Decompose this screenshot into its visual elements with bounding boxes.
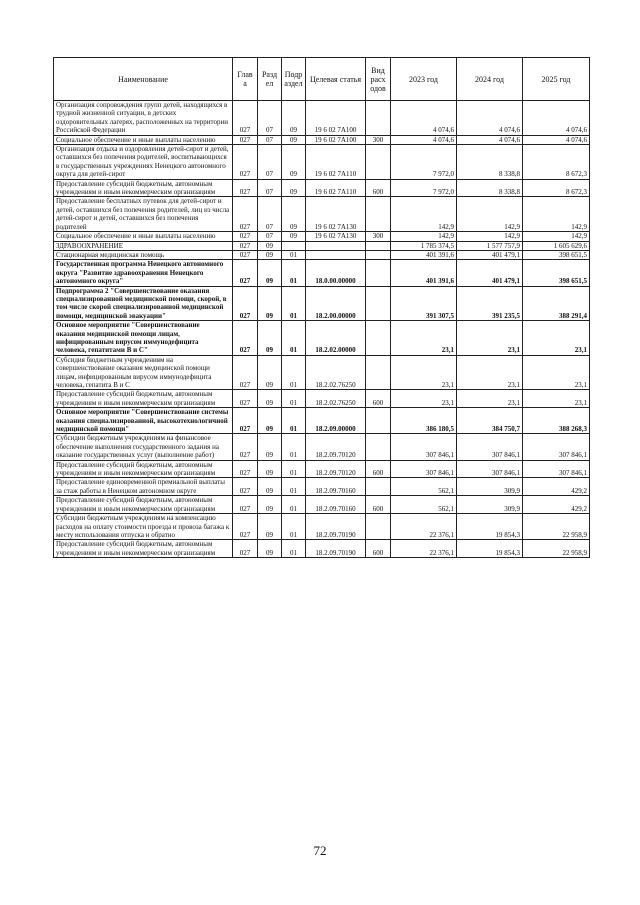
cell-glava: 027 (233, 540, 258, 558)
cell-podrazdel: 01 (282, 434, 306, 460)
cell-target-article: 18.2.02.76250 (306, 355, 366, 390)
cell-2023: 7 972,0 (391, 145, 457, 180)
cell-2024: 19 854,3 (457, 540, 523, 558)
cell-razdel: 07 (258, 179, 282, 197)
cell-name: Основное мероприятие "Совершенствование системы оказания специализированной, высокотехнологичной медицинской помощи" (54, 408, 233, 434)
cell-name: Субсидия бюджетным учреждениям на совершенствование оказания медицинской помощи лицам, инфицированным вирусом иммунодефицита человека, гепатита В и С (54, 355, 233, 390)
cell-2024: 23,1 (457, 321, 523, 356)
cell-2025: 142,9 (523, 232, 590, 241)
cell-glava: 027 (233, 135, 258, 144)
cell-podrazdel: 01 (282, 496, 306, 514)
cell-expense-type (366, 321, 391, 356)
cell-razdel: 09 (258, 286, 282, 321)
cell-2024: 391 235,5 (457, 286, 523, 321)
cell-expense-type (366, 260, 391, 286)
cell-2023: 22 376,1 (391, 540, 457, 558)
cell-podrazdel: 01 (282, 286, 306, 321)
cell-podrazdel: 01 (282, 460, 306, 478)
cell-2025: 388 291,4 (523, 286, 590, 321)
cell-2023: 142,9 (391, 232, 457, 241)
cell-podrazdel (282, 241, 306, 250)
header-glava: Глав а (233, 58, 258, 101)
table-row (54, 390, 590, 408)
cell-podrazdel: 09 (282, 135, 306, 144)
cell-2023: 23,1 (391, 355, 457, 390)
cell-2025: 23,1 (523, 390, 590, 408)
cell-2023: 1 785 374,5 (391, 241, 457, 250)
table-row (54, 197, 590, 232)
cell-2024: 142,9 (457, 197, 523, 232)
cell-razdel: 07 (258, 101, 282, 136)
table-row (54, 232, 590, 241)
cell-target-article: 19 6 02 7А130 (306, 232, 366, 241)
cell-2024: 4 074,6 (457, 135, 523, 144)
cell-2025: 429,2 (523, 496, 590, 514)
cell-name: Социальное обеспечение и иные выплаты населению (54, 135, 233, 144)
cell-glava: 027 (233, 514, 258, 540)
cell-2023: 401 391,6 (391, 260, 457, 286)
cell-razdel: 09 (258, 241, 282, 250)
cell-expense-type: 300 (366, 135, 391, 144)
cell-2023: 142,9 (391, 197, 457, 232)
cell-2025: 429,2 (523, 478, 590, 496)
cell-2024: 309,9 (457, 496, 523, 514)
table-row (54, 260, 590, 286)
cell-podrazdel: 09 (282, 232, 306, 241)
header-year-2023: 2023 год (391, 58, 457, 101)
cell-2024: 4 074,6 (457, 101, 523, 136)
cell-2025: 398 651,5 (523, 250, 590, 259)
table-row (54, 460, 590, 478)
cell-target-article (306, 250, 366, 259)
cell-2023: 22 376,1 (391, 514, 457, 540)
cell-2024: 1 577 757,9 (457, 241, 523, 250)
cell-razdel: 09 (258, 496, 282, 514)
cell-2023: 23,1 (391, 390, 457, 408)
cell-razdel: 09 (258, 408, 282, 434)
cell-podrazdel: 09 (282, 179, 306, 197)
cell-target-article: 19 6 02 7А110 (306, 145, 366, 180)
cell-name: Субсидии бюджетным учреждениям на компенсацию расходов на оплату стоимости проезда и провоза багажа к месту использования отпуска и обратно (54, 514, 233, 540)
table-header-row (54, 58, 590, 101)
cell-target-article (306, 241, 366, 250)
cell-2023: 307 846,1 (391, 460, 457, 478)
table-row (54, 101, 590, 136)
cell-target-article: 18.2.09.70160 (306, 496, 366, 514)
cell-razdel: 07 (258, 232, 282, 241)
cell-expense-type (366, 355, 391, 390)
cell-2023: 4 074,6 (391, 101, 457, 136)
cell-podrazdel: 01 (282, 355, 306, 390)
cell-2025: 398 651,5 (523, 260, 590, 286)
cell-expense-type: 600 (366, 460, 391, 478)
cell-razdel: 09 (258, 355, 282, 390)
cell-2024: 307 846,1 (457, 434, 523, 460)
cell-expense-type: 600 (366, 496, 391, 514)
cell-glava: 027 (233, 496, 258, 514)
table-row (54, 250, 590, 259)
cell-2025: 22 958,9 (523, 514, 590, 540)
table-row (54, 241, 590, 250)
cell-2024: 142,9 (457, 232, 523, 241)
cell-2025: 1 605 629,6 (523, 241, 590, 250)
cell-name: Субсидии бюджетным учреждениям на финансовое обеспечение выполнения государственного задания на оказание государственных услуг (выполнение работ) (54, 434, 233, 460)
cell-razdel: 09 (258, 434, 282, 460)
cell-glava: 027 (233, 321, 258, 356)
cell-glava: 027 (233, 434, 258, 460)
cell-glava: 027 (233, 241, 258, 250)
cell-name: Предоставление субсидий бюджетным, автономным учреждениям и иным некоммерческим организациям (54, 390, 233, 408)
table-row (54, 321, 590, 356)
cell-name: Стационарная медицинская помощь (54, 250, 233, 259)
table-row (54, 478, 590, 496)
cell-2023: 391 307,5 (391, 286, 457, 321)
cell-target-article: 19 6 02 7А130 (306, 197, 366, 232)
cell-razdel: 09 (258, 514, 282, 540)
cell-podrazdel: 01 (282, 478, 306, 496)
cell-2024: 8 338,8 (457, 145, 523, 180)
cell-name: Государственная программа Ненецкого автономного округа "Развитие здравоохранения Ненецкого автономного округа" (54, 260, 233, 286)
cell-podrazdel: 01 (282, 514, 306, 540)
cell-razdel: 07 (258, 135, 282, 144)
cell-podrazdel: 01 (282, 540, 306, 558)
cell-expense-type: 600 (366, 390, 391, 408)
cell-expense-type (366, 408, 391, 434)
header-name: Наименование (54, 58, 233, 101)
cell-podrazdel: 01 (282, 260, 306, 286)
cell-target-article: 18.2.09.70120 (306, 434, 366, 460)
cell-2024: 309,9 (457, 478, 523, 496)
cell-expense-type (366, 434, 391, 460)
cell-expense-type: 600 (366, 540, 391, 558)
cell-expense-type: 600 (366, 179, 391, 197)
cell-target-article: 18.2.02.76250 (306, 390, 366, 408)
cell-target-article: 18.2.02.00000 (306, 321, 366, 356)
cell-target-article: 19 6 02 7А100 (306, 101, 366, 136)
cell-2025: 4 074,6 (523, 135, 590, 144)
table-row (54, 135, 590, 144)
cell-expense-type (366, 197, 391, 232)
cell-2024: 23,1 (457, 390, 523, 408)
cell-target-article: 18.2.09.00000 (306, 408, 366, 434)
table-row (54, 408, 590, 434)
cell-2023: 307 846,1 (391, 434, 457, 460)
cell-2023: 562,1 (391, 496, 457, 514)
cell-target-article: 18.2.00.00000 (306, 286, 366, 321)
cell-2023: 23,1 (391, 321, 457, 356)
cell-glava: 027 (233, 179, 258, 197)
cell-razdel: 09 (258, 260, 282, 286)
table-row (54, 540, 590, 558)
budget-table (53, 57, 590, 558)
cell-glava: 027 (233, 101, 258, 136)
header-razdel: Разд ел (258, 58, 282, 101)
cell-2025: 22 958,9 (523, 540, 590, 558)
cell-podrazdel: 01 (282, 250, 306, 259)
cell-podrazdel: 09 (282, 145, 306, 180)
cell-razdel: 09 (258, 460, 282, 478)
cell-expense-type: 300 (366, 232, 391, 241)
cell-name: ЗДРАВООХРАНЕНИЕ (54, 241, 233, 250)
cell-glava: 027 (233, 355, 258, 390)
cell-glava: 027 (233, 478, 258, 496)
cell-name: Подпрограмма 2 "Совершенствование оказания специализированной медицинской помощи, скорой, в том числе скорой специализированной медицинской помощи, медицинской эвакуации" (54, 286, 233, 321)
cell-2024: 384 750,7 (457, 408, 523, 434)
cell-expense-type (366, 145, 391, 180)
cell-2024: 23,1 (457, 355, 523, 390)
cell-2023: 562,1 (391, 478, 457, 496)
cell-target-article: 18.2.09.70120 (306, 460, 366, 478)
cell-name: Предоставление единовременной премиальной выплаты за стаж работы в Ненецком автономном округе (54, 478, 233, 496)
cell-2024: 401 479,1 (457, 250, 523, 259)
cell-name: Организация сопровождения групп детей, находящихся в трудной жизненной ситуации, в детских оздоровительных лагерях, расположенных на территории Российской Федерации (54, 101, 233, 136)
cell-name: Предоставление субсидий бюджетным, автономным учреждениям и иным некоммерческим организациям (54, 496, 233, 514)
cell-2025: 388 268,3 (523, 408, 590, 434)
cell-2024: 8 338,8 (457, 179, 523, 197)
cell-expense-type (366, 514, 391, 540)
cell-razdel: 09 (258, 250, 282, 259)
cell-glava: 027 (233, 250, 258, 259)
cell-name: Социальное обеспечение и иные выплаты населению (54, 232, 233, 241)
cell-name: Основное мероприятие "Совершенствование оказания медицинской помощи лицам, инфицированным вирусом иммунодефицита человека, гепатитами В и С" (54, 321, 233, 356)
cell-expense-type (366, 101, 391, 136)
cell-target-article: 18.2.09.70190 (306, 540, 366, 558)
cell-2023: 4 074,6 (391, 135, 457, 144)
cell-glava: 027 (233, 408, 258, 434)
table-row (54, 434, 590, 460)
cell-target-article: 19 6 02 7А100 (306, 135, 366, 144)
cell-razdel: 09 (258, 390, 282, 408)
cell-2025: 8 672,3 (523, 145, 590, 180)
cell-expense-type (366, 250, 391, 259)
cell-2025: 8 672,3 (523, 179, 590, 197)
cell-razdel: 09 (258, 321, 282, 356)
header-year-2025: 2025 год (523, 58, 590, 101)
cell-glava: 027 (233, 145, 258, 180)
header-podrazdel: Подр аздел (282, 58, 306, 101)
cell-2024: 401 479,1 (457, 260, 523, 286)
cell-glava: 027 (233, 232, 258, 241)
cell-glava: 027 (233, 390, 258, 408)
cell-2023: 401 391,6 (391, 250, 457, 259)
cell-name: Предоставление бесплатных путевок для детей-сирот и детей, оставшихся без попечения родителей, лиц из числа детей-сирот и детей, оставшихся без попечения родителей (54, 197, 233, 232)
table-row (54, 145, 590, 180)
cell-target-article: 18.0.00.00000 (306, 260, 366, 286)
cell-name: Предоставление субсидий бюджетным, автономным учреждениям и иным некоммерческим организациям (54, 460, 233, 478)
cell-glava: 027 (233, 197, 258, 232)
cell-name: Предоставление субсидий бюджетным, автономным учреждениям и иным некоммерческим организациям (54, 540, 233, 558)
cell-podrazdel: 09 (282, 197, 306, 232)
cell-2024: 19 854,3 (457, 514, 523, 540)
cell-podrazdel: 01 (282, 390, 306, 408)
cell-2025: 142,9 (523, 197, 590, 232)
header-expense-type: Вид расх одов (366, 58, 391, 101)
table-row (54, 355, 590, 390)
cell-expense-type (366, 241, 391, 250)
cell-2024: 307 846,1 (457, 460, 523, 478)
cell-podrazdel: 01 (282, 408, 306, 434)
table-row (54, 496, 590, 514)
cell-expense-type (366, 286, 391, 321)
cell-2025: 307 846,1 (523, 434, 590, 460)
cell-2023: 386 180,5 (391, 408, 457, 434)
cell-2023: 7 972,0 (391, 179, 457, 197)
cell-razdel: 07 (258, 197, 282, 232)
table-body (54, 101, 590, 558)
cell-razdel: 07 (258, 145, 282, 180)
cell-target-article: 18.2.09.70160 (306, 478, 366, 496)
table-row (54, 286, 590, 321)
cell-name: Предоставление субсидий бюджетным, автономным учреждениям и иным некоммерческим организациям (54, 179, 233, 197)
cell-target-article: 18.2.09.70190 (306, 514, 366, 540)
cell-glava: 027 (233, 286, 258, 321)
cell-2025: 4 074,6 (523, 101, 590, 136)
header-year-2024: 2024 год (457, 58, 523, 101)
cell-podrazdel: 01 (282, 321, 306, 356)
table-row (54, 179, 590, 197)
cell-razdel: 09 (258, 540, 282, 558)
cell-name: Организация отдыха и оздоровления детей-сирот и детей, оставшихся без попечения родителей, воспитывающихся в государственных учреждениях Ненецкого автономного округа для детей-сирот (54, 145, 233, 180)
cell-glava: 027 (233, 460, 258, 478)
cell-2025: 23,1 (523, 355, 590, 390)
cell-podrazdel: 09 (282, 101, 306, 136)
page-number: 72 (313, 843, 327, 858)
cell-target-article: 19 6 02 7А110 (306, 179, 366, 197)
cell-2025: 307 846,1 (523, 460, 590, 478)
cell-2025: 23,1 (523, 321, 590, 356)
cell-glava: 027 (233, 260, 258, 286)
cell-expense-type (366, 478, 391, 496)
table-row (54, 514, 590, 540)
header-target-article: Целевая статья (306, 58, 366, 101)
cell-razdel: 09 (258, 478, 282, 496)
